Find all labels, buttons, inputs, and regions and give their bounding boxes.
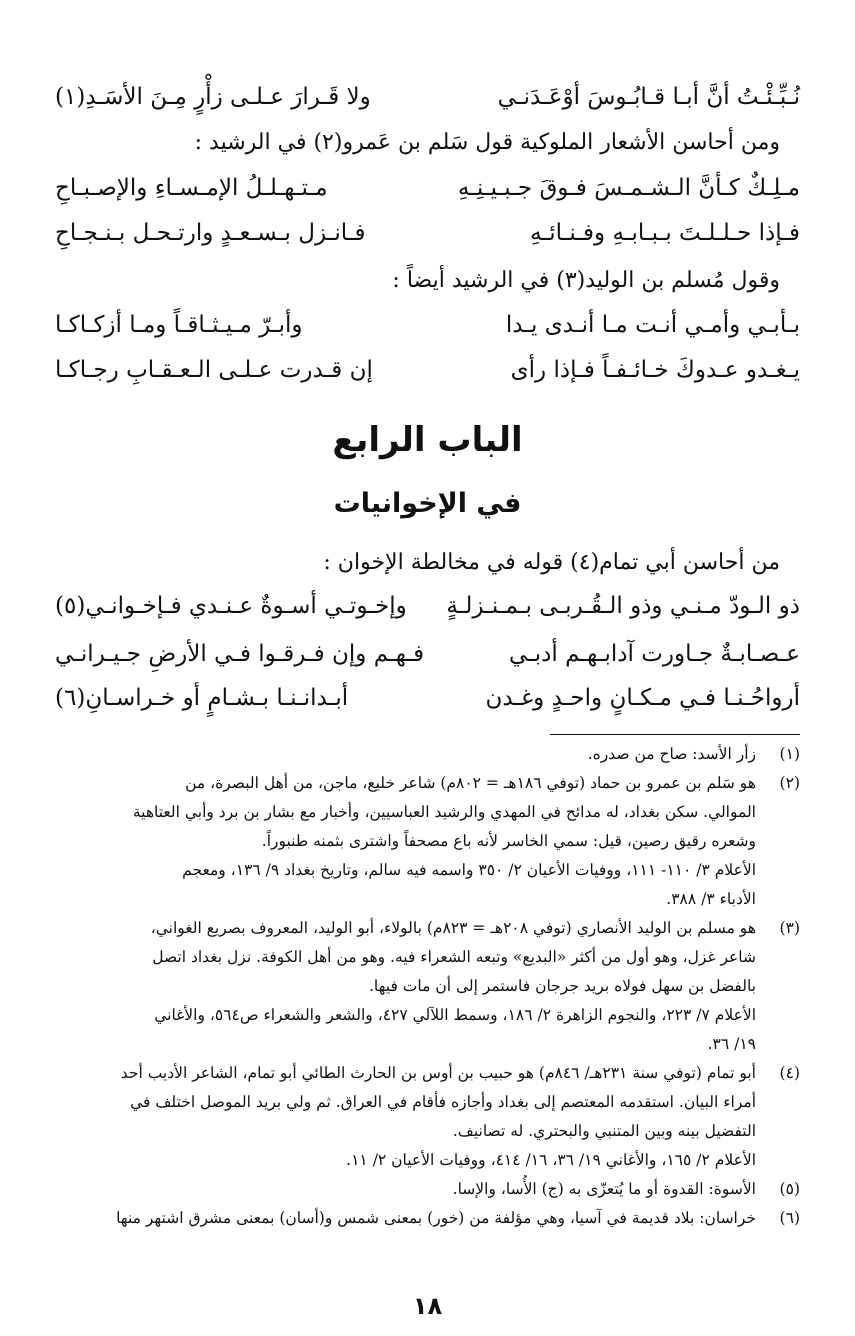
verse-line bbox=[55, 171, 800, 205]
footnote-line: هو سَلم بن عمرو بن حماد (توفي ١٨٦هـ = ٨٠٢م) شاعر خليع، ماجن، من أهل البصرة، من bbox=[185, 774, 756, 792]
prose-paragraph: وقول مُسلم بن الوليد(٣) في الرشيد أيضاً : bbox=[392, 268, 780, 293]
footnote-line: التفضيل بينه وبين المتنبي والبحتري. له تصانيف. bbox=[452, 1122, 756, 1140]
verse-line bbox=[55, 353, 800, 387]
footnote-number: (٢) bbox=[779, 774, 800, 792]
chapter-title: الباب الرابع bbox=[332, 420, 523, 460]
footnote-number: (١) bbox=[779, 745, 800, 763]
footnote-line: بالفضل بن سهل فولاه بريد جرجان فاستمر إلى أن مات فيها. bbox=[369, 977, 756, 995]
verse-first-hemistich: يـغـدو عـدوكَ خـائـفـاً فـإذا رأى bbox=[510, 357, 800, 383]
footnote-line: ١٩/ ٣٦. bbox=[707, 1035, 756, 1053]
verse-first-hemistich: ذو الـودّ مـنـي وذو الـقُـربـى بـمـنـزلـةٍ bbox=[446, 593, 800, 619]
prose-paragraph: من أحاسن أبي تمام(٤) قوله في مخالطة الإخوان : bbox=[323, 550, 780, 575]
prose-paragraph: ومن أحاسن الأشعار الملوكية قول سَلم بن عَمرو(٢) في الرشيد : bbox=[194, 130, 780, 155]
verse-line bbox=[55, 589, 800, 623]
verse-line bbox=[55, 637, 800, 671]
footnote-number: (٣) bbox=[779, 919, 800, 937]
footnote bbox=[55, 1059, 800, 1175]
footnote-line: الأدباء ٣/ ٣٨٨. bbox=[666, 890, 756, 908]
verse-second-hemistich: ولا قَـرارَ عـلـى زأْرٍ مِـنَ الأسَـدِ(١) bbox=[55, 84, 371, 110]
verse-second-hemistich: فـهـم وإن فـرقـوا فـي الأرضِ جـيـرانـي bbox=[55, 641, 425, 667]
footnote-line: الأعلام ٣/ ١١٠- ١١١، ووفيات الأعيان ٢/ ٣٥٠ واسمه فيه سالم، وتاريخ بغداد ٩/ ١٣٦، ومعجم bbox=[182, 861, 756, 879]
footnote-line: شاعر غزل، وهو أول من أكثر «البديع» وتبعه الشعراء فيه. وهو من أهل الكوفة. نزل بغداد اتصل bbox=[152, 948, 756, 966]
footnote-line: أبو تمام (توفي سنة ٢٣١هـ/ ٨٤٦م) هو حبيب بن أوس بن الحارث الطائي أبو تمام، الشاعر الأديب أحد bbox=[120, 1064, 756, 1082]
footnote-number: (٥) bbox=[779, 1180, 800, 1198]
footnotes bbox=[55, 740, 800, 1233]
footnote-line: وشعره رقيق رصين، قيل: سمي الخاسر لأنه باع مصحفاً واشترى بثمنه طنبوراً. bbox=[261, 832, 756, 850]
footnote-line: هو مسلم بن الوليد الأنصاري (توفي ٢٠٨هـ = ٨٢٣م) بالولاء، أبو الوليد، المعروف بصريع الغواني، bbox=[150, 919, 756, 937]
verse-second-hemistich: وإخـوتـي أسـوةٌ عـنـدي فـإخـوانـي(٥) bbox=[55, 593, 407, 619]
footnote-number: (٦) bbox=[779, 1209, 800, 1227]
verse-first-hemistich: نُـبِّـئْـتُ أنَّ أبـا قـابُـوسَ أوْعَـدَنـي bbox=[497, 84, 800, 110]
footnote bbox=[55, 769, 800, 914]
footnote bbox=[55, 1175, 800, 1204]
verse-second-hemistich: فـانـزل بـسـعـدٍ وارتـحـل بـنـجـاحِ bbox=[55, 220, 366, 246]
footnote-line: الأعلام ٧/ ٢٢٣، والنجوم الزاهرة ٢/ ١٨٦، وسمط اللآلي ٤٢٧، والشعر والشعراء ص٥٦٤، والأغاني bbox=[154, 1006, 756, 1024]
verse-first-hemistich: أرواحُـنـا فـي مـكـانٍ واحـدٍ وغـدن bbox=[485, 685, 800, 711]
verse-line bbox=[55, 308, 800, 342]
footnote bbox=[55, 740, 800, 769]
verse-second-hemistich: مـتـهـلـلُ الإمـسـاءِ والإصـبـاحِ bbox=[55, 175, 328, 201]
footnote-line: الأعلام ٢/ ١٦٥، والأغاني ١٩/ ٣٦، ١٦/ ٤١٤، ووفيات الأعيان ٢/ ١١. bbox=[346, 1151, 756, 1169]
footnote-line: خراسان: بلاد قديمة في آسيا، وهي مؤلفة من (خور) بمعنى شمس و(أسان) بمعنى مشرق اشتهر منها bbox=[116, 1209, 756, 1227]
footnote-line: الموالي. سكن بغداد، له مدائح في المهدي والرشيد العباسيين، وأخبار مع بشار بن برد وأبي العتاهية bbox=[132, 803, 756, 821]
verse-first-hemistich: عـصـابـةٌ جـاورت آدابـهـم أدبـي bbox=[508, 641, 800, 667]
chapter-subtitle: في الإخوانيات bbox=[333, 488, 522, 519]
footnote-line: الأسوة: القدوة أو ما يُتعزّى به (ج) الأُسا، والإسا. bbox=[452, 1180, 756, 1198]
verse-line bbox=[55, 80, 800, 114]
verse-line bbox=[55, 681, 800, 715]
footnote bbox=[55, 1204, 800, 1233]
footnote-line: أمراء البيان. استقدمه المعتصم إلى بغداد وأجازه فأقام في العراق. ثم ولي بريد الموصل اختلف في bbox=[130, 1093, 756, 1111]
verse-second-hemistich: أبـدانـنـا بـشـامٍ أو خـراسـانِ(٦) bbox=[55, 685, 349, 711]
verse-first-hemistich: مـلِـكٌ كـأنَّ الـشـمـسَ فـوقَ جـبـيـنِـهِ bbox=[457, 175, 800, 201]
footnote-separator bbox=[550, 734, 800, 735]
footnote-line: زأر الأسد: صاح من صدره. bbox=[587, 745, 756, 763]
footnote bbox=[55, 914, 800, 1059]
footnote-number: (٤) bbox=[779, 1064, 800, 1082]
page-number: ١٨ bbox=[412, 1292, 443, 1320]
verse-line bbox=[55, 216, 800, 250]
verse-first-hemistich: بـأبـي وأمـي أنـت مـا أنـدى يـدا bbox=[505, 312, 800, 338]
verse-first-hemistich: فـإذا حـلـلـتَ بـبـابـهِ وفـنـائـهِ bbox=[530, 220, 800, 246]
verse-second-hemistich: إن قـدرت عـلـى الـعـقـابِ رجـاكـا bbox=[55, 357, 373, 383]
verse-second-hemistich: وأبـرّ مـيـثـاقـاً ومـا أزكـاكـا bbox=[55, 312, 303, 338]
